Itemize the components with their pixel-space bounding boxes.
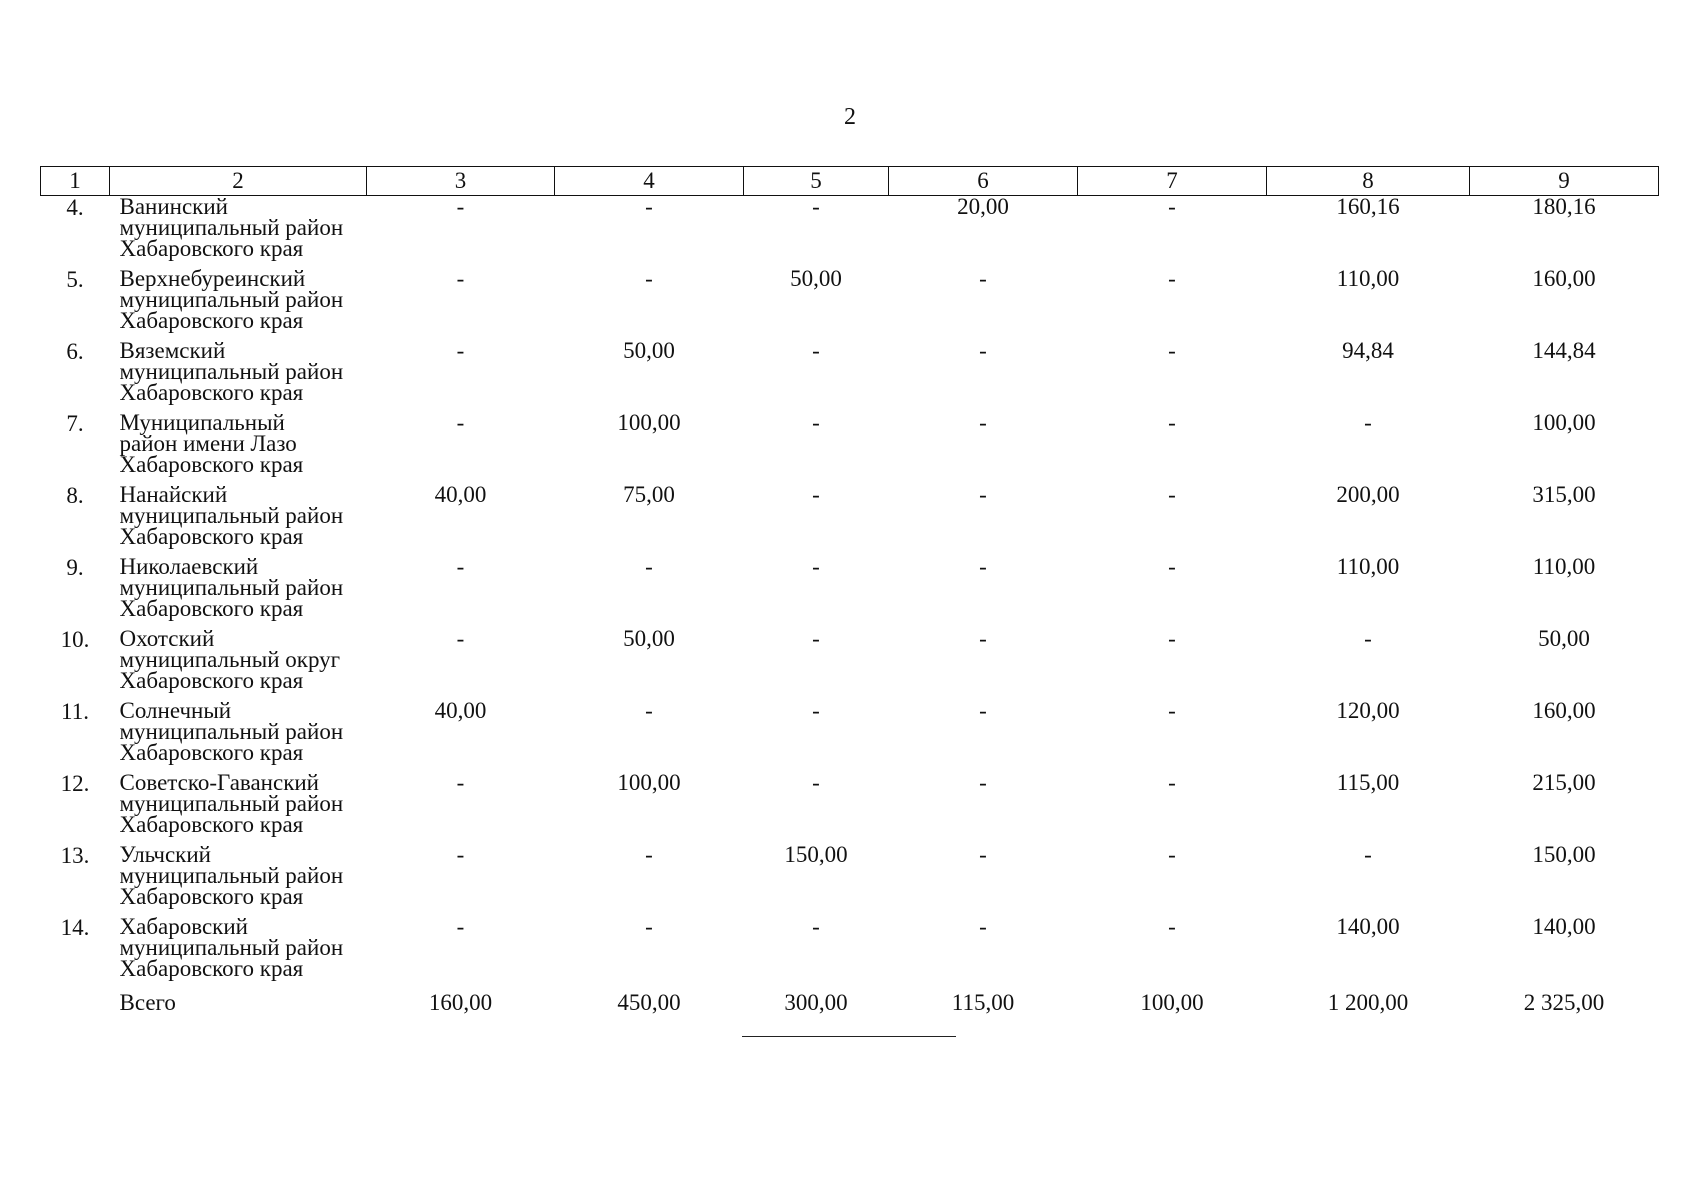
cell-value: 115,00 xyxy=(1336,770,1400,795)
cell-value: - xyxy=(1168,770,1176,795)
cell-value: - xyxy=(812,914,820,939)
cell-value: - xyxy=(1364,626,1372,651)
cell-value: 120,00 xyxy=(1336,698,1400,723)
row-total: 110,00 xyxy=(1532,554,1596,579)
cell-value: - xyxy=(979,770,987,795)
table-row xyxy=(41,412,1659,484)
row-number: 4. xyxy=(66,195,84,220)
row-number: 9. xyxy=(66,555,84,580)
table-row xyxy=(41,268,1659,340)
cell-value: - xyxy=(456,338,465,363)
allocation-table xyxy=(40,166,1659,1032)
cell-value: 160,16 xyxy=(1336,194,1400,219)
table-row xyxy=(41,700,1659,772)
page-number: 2 xyxy=(844,104,856,130)
cell-value: 50,00 xyxy=(623,338,675,363)
cell-value: - xyxy=(979,698,987,723)
cell-value: - xyxy=(1168,410,1176,435)
row-total: 100,00 xyxy=(1532,410,1596,435)
column-header: 9 xyxy=(1470,167,1659,196)
district-name: Охотский муниципальный округ Хабаровского края xyxy=(119,626,341,693)
row-total: 315,00 xyxy=(1532,482,1596,507)
cell-value: - xyxy=(979,842,987,867)
column-header: 2 xyxy=(110,167,367,196)
total-value: 300,00 xyxy=(784,990,848,1015)
total-value: 115,00 xyxy=(951,990,1015,1015)
row-total: 50,00 xyxy=(1538,626,1590,651)
table-row xyxy=(41,484,1659,556)
row-number: 6. xyxy=(66,339,84,364)
cell-value: - xyxy=(456,842,465,867)
cell-value: - xyxy=(645,698,653,723)
total-value: 1 200,00 xyxy=(1327,990,1409,1015)
total-row xyxy=(41,988,1659,1032)
column-header: 8 xyxy=(1267,167,1470,196)
cell-value: 20,00 xyxy=(957,194,1009,219)
district-name: Нанайский муниципальный район Хабаровского края xyxy=(119,482,344,549)
district-name: Вяземский муниципальный район Хабаровского края xyxy=(119,338,344,405)
row-total: 160,00 xyxy=(1532,698,1596,723)
row-total: 140,00 xyxy=(1532,914,1596,939)
cell-value: - xyxy=(645,914,653,939)
cell-value: - xyxy=(456,410,465,435)
cell-value: - xyxy=(979,626,987,651)
row-number: 7. xyxy=(66,411,84,436)
cell-value: - xyxy=(812,698,820,723)
cell-value: 110,00 xyxy=(1336,554,1400,579)
cell-value: 110,00 xyxy=(1336,266,1400,291)
row-number: 12. xyxy=(60,771,90,796)
row-number: 13. xyxy=(60,843,90,868)
cell-value: - xyxy=(1168,914,1176,939)
cell-value: - xyxy=(812,194,820,219)
district-name: Муниципальный район имени Лазо Хабаровского края xyxy=(119,410,304,477)
cell-value: - xyxy=(645,194,653,219)
cell-value: - xyxy=(1364,842,1372,867)
total-empty-cell xyxy=(41,988,110,1032)
cell-value: - xyxy=(456,914,465,939)
column-header: 1 xyxy=(41,167,110,196)
row-number: 5. xyxy=(66,267,84,292)
cell-value: - xyxy=(979,914,987,939)
column-header: 5 xyxy=(744,167,889,196)
cell-value: - xyxy=(812,770,820,795)
cell-value: - xyxy=(812,410,820,435)
cell-value: 100,00 xyxy=(617,410,681,435)
row-number: 11. xyxy=(61,699,89,724)
cell-value: - xyxy=(812,482,820,507)
cell-value: - xyxy=(812,626,820,651)
cell-value: 40,00 xyxy=(434,482,487,507)
cell-value: 200,00 xyxy=(1336,482,1400,507)
district-name: Солнечный муниципальный район Хабаровского края xyxy=(119,698,344,765)
total-value: 160,00 xyxy=(428,990,493,1015)
table-row xyxy=(41,196,1659,269)
grand-total: 2 325,00 xyxy=(1523,990,1605,1015)
cell-value: 50,00 xyxy=(623,626,675,651)
cell-value: - xyxy=(1168,266,1176,291)
cell-value: 50,00 xyxy=(790,266,842,291)
cell-value: - xyxy=(456,770,465,795)
table-row xyxy=(41,772,1659,844)
cell-value: - xyxy=(812,554,820,579)
row-number: 10. xyxy=(60,627,90,652)
cell-value: - xyxy=(1168,698,1176,723)
column-header: 4 xyxy=(555,167,744,196)
cell-value: - xyxy=(812,338,820,363)
district-name: Николаевский муниципальный район Хабаровского края xyxy=(119,554,344,621)
table-row xyxy=(41,340,1659,412)
row-total: 144,84 xyxy=(1532,338,1596,363)
cell-value: 140,00 xyxy=(1336,914,1400,939)
header-row xyxy=(41,167,1659,196)
cell-value: - xyxy=(456,626,465,651)
cell-value: - xyxy=(1168,482,1176,507)
cell-value: - xyxy=(1168,842,1176,867)
cell-value: - xyxy=(1168,626,1176,651)
cell-value: 40,00 xyxy=(434,698,487,723)
cell-value: - xyxy=(1364,410,1372,435)
cell-value: - xyxy=(979,482,987,507)
cell-value: 75,00 xyxy=(623,482,675,507)
cell-value: - xyxy=(1168,554,1176,579)
cell-value: - xyxy=(1168,194,1176,219)
district-name: Ванинский муниципальный район Хабаровского края xyxy=(119,194,344,261)
column-header: 3 xyxy=(367,167,555,196)
cell-value: 100,00 xyxy=(617,770,681,795)
district-name: Верхнебуреинский муниципальный район Хабаровского края xyxy=(119,266,344,333)
district-name: Хабаровский муниципальный район Хабаровского края xyxy=(119,914,344,981)
cell-value: - xyxy=(456,554,465,579)
row-total: 160,00 xyxy=(1532,266,1596,291)
row-number: 14. xyxy=(60,915,90,940)
total-label: Всего xyxy=(119,990,176,1015)
table-row xyxy=(41,844,1659,916)
row-total: 215,00 xyxy=(1532,770,1596,795)
table-row xyxy=(41,556,1659,628)
table-row xyxy=(41,628,1659,700)
row-total: 180,16 xyxy=(1532,194,1596,219)
cell-value: - xyxy=(645,554,653,579)
table-row xyxy=(41,916,1659,988)
total-value: 100,00 xyxy=(1140,990,1204,1015)
district-name: Ульчский муниципальный район Хабаровского края xyxy=(119,842,344,909)
total-value: 450,00 xyxy=(617,990,681,1015)
cell-value: - xyxy=(979,266,987,291)
district-name: Советско-Гаванский муниципальный район Хабаровского края xyxy=(119,770,344,837)
cell-value: - xyxy=(1168,338,1176,363)
end-divider xyxy=(742,1036,956,1037)
cell-value: - xyxy=(979,338,987,363)
cell-value: - xyxy=(979,410,987,435)
cell-value: 150,00 xyxy=(784,842,848,867)
row-total: 150,00 xyxy=(1532,842,1596,867)
row-number: 8. xyxy=(66,483,84,508)
cell-value: - xyxy=(645,842,653,867)
cell-value: - xyxy=(979,554,987,579)
cell-value: 94,84 xyxy=(1342,338,1394,363)
cell-value: - xyxy=(456,266,465,291)
column-header: 7 xyxy=(1078,167,1267,196)
column-header: 6 xyxy=(889,167,1078,196)
cell-value: - xyxy=(645,266,653,291)
cell-value: - xyxy=(456,194,465,219)
